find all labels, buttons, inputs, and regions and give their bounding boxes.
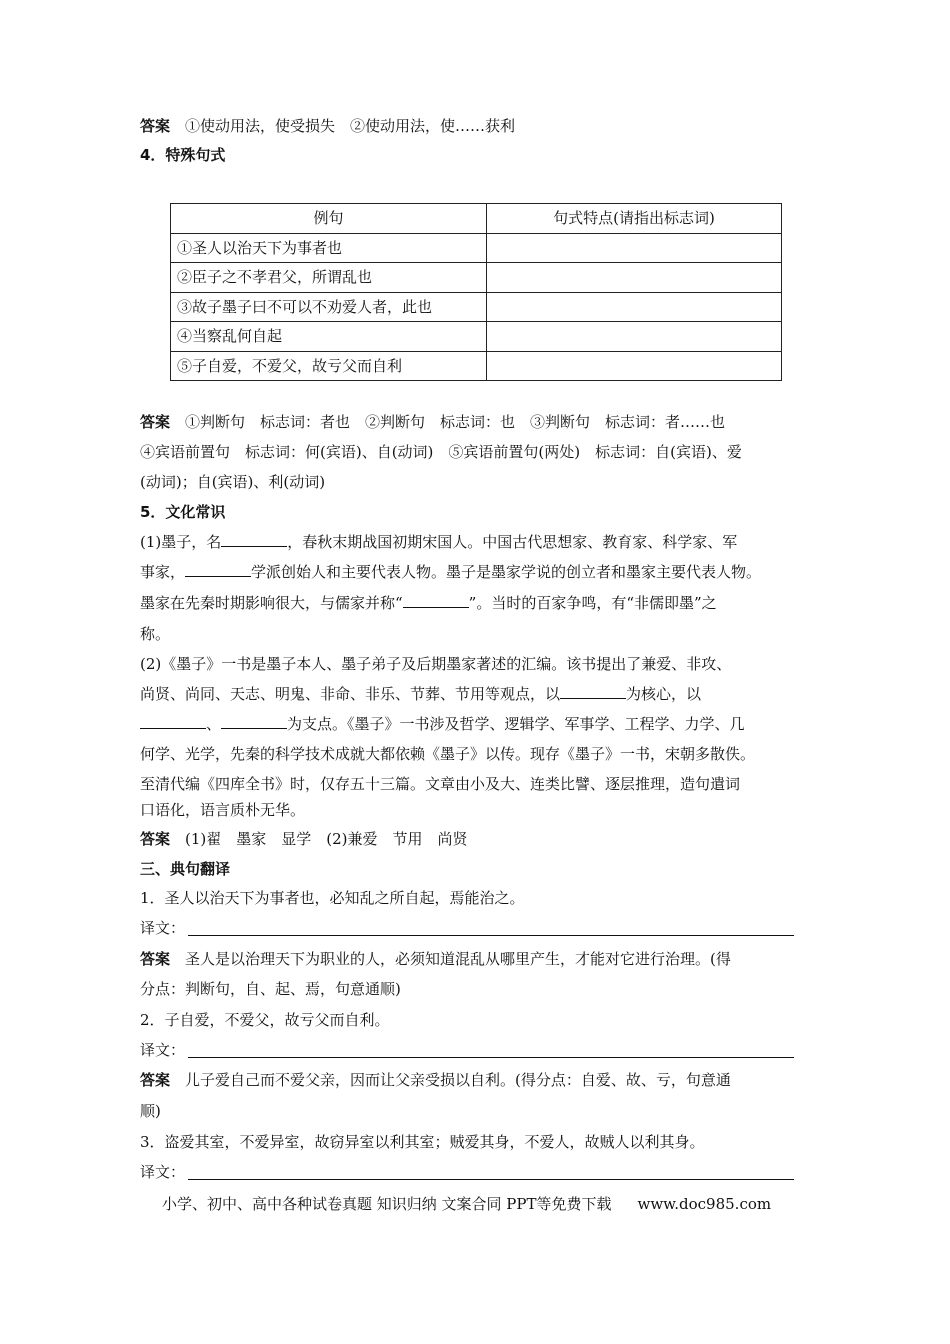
culture-p2-line-6: 口语化，语言质朴无华。 — [140, 801, 306, 819]
culture-p1-line-3: 墨家在先秦时期影响很大，与儒家并称“ ”。当时的百家争鸣，有“非儒即墨”之 — [140, 594, 717, 612]
fill-blank[interactable] — [185, 562, 251, 577]
culture-p2-line-1: (2)《墨子》一书是墨子本人、墨子弟子及后期墨家著述的汇编。该书提出了兼爱、非攻、 — [140, 655, 732, 673]
table-row — [171, 263, 782, 293]
translation-prompt: 译文： — [140, 919, 186, 937]
translation-prompt: 译文： — [140, 1163, 186, 1181]
culture-p1-line-1: (1)墨子，名 ，春秋末期战国初期宋国人。中国古代思想家、教育家、科学家、军 — [140, 533, 738, 551]
table-cell-feature[interactable] — [487, 351, 782, 381]
table-row — [171, 233, 782, 263]
table-cell-sentence: ⑤子自爱，不爱父，故亏父而自利 — [171, 351, 487, 381]
table-cell-sentence: ①圣人以治天下为事者也 — [171, 233, 487, 263]
culture-p1-line-4: 称。 — [140, 625, 171, 643]
answer-label: 答案 — [140, 413, 171, 431]
section-3-title: 三、典句翻译 — [140, 860, 231, 878]
answer-2-line-1: 答案 儿子爱自己而不爱父亲，因而让父亲受损以自利。(得分点：自爱、故、亏，句意通 — [140, 1071, 731, 1089]
answer-syntax-line-2: ④宾语前置句 标志词：何(宾语)、自(动词) ⑤宾语前置句(两处) 标志词：自(宾语)、爱 — [140, 443, 742, 461]
culture-p2-line-3: 、 为支点。《墨子》一书涉及哲学、逻辑学、军事学、工程学、力学、几 — [140, 714, 815, 734]
section-5-title: 5．文化常识 — [140, 503, 226, 521]
answer-line-2[interactable] — [188, 1057, 794, 1058]
answer-2-line-2: 顺) — [140, 1102, 161, 1120]
fill-blank[interactable] — [140, 714, 206, 729]
fill-blank[interactable] — [221, 532, 287, 547]
answer-syntax-line-3: (动词)；自(宾语)、利(动词) — [140, 473, 326, 491]
answer-label: 答案 — [140, 117, 171, 135]
answer-label: 答案 — [140, 1071, 171, 1089]
translation-question-2: 2．子自爱，不爱父，故亏父而自利。 — [140, 1011, 390, 1029]
table-cell-feature[interactable] — [487, 233, 782, 263]
table-header-row — [171, 204, 782, 234]
table-header-feature: 句式特点(请指出标志词) — [487, 204, 782, 234]
answer-1-line-2: 分点：判断句，自、起、焉，句意通顺) — [140, 980, 401, 998]
answer-line-3[interactable] — [188, 1179, 794, 1180]
fill-blank[interactable] — [560, 684, 626, 699]
answer-syntax-line-1: 答案 ①判断句 标志词：者也 ②判断句 标志词：也 ③判断句 标志词：者……也 — [140, 413, 726, 431]
translation-question-3: 3．盗爱其室，不爱异室，故窃异室以利其室；贼爱其身，不爱人，故贼人以利其身。 — [140, 1133, 705, 1151]
culture-p2-line-4: 何学、光学，先秦的科学技术成就大都依赖《墨子》以传。现存《墨子》一书，宋朝多散佚。 — [140, 745, 756, 763]
table-row — [171, 322, 782, 352]
answer-culture: 答案 (1)翟 墨家 显学 (2)兼爱 节用 尚贤 — [140, 830, 468, 848]
table-cell-sentence: ③故子墨子曰不可以不劝爱人者，此也 — [171, 292, 487, 322]
table-row — [171, 351, 782, 381]
table-cell-sentence: ④当察乱何自起 — [171, 322, 487, 352]
table-cell-sentence: ②臣子之不孝君父，所谓乱也 — [171, 263, 487, 293]
fill-blank[interactable] — [403, 593, 469, 608]
culture-p1-line-2: 事家， 学派创始人和主要代表人物。墨子是墨家学说的创立者和墨家主要代表人物。 — [140, 563, 762, 581]
answer-text: ①使动用法，使受损失 ②使动用法，使……获利 — [185, 117, 516, 135]
sentence-pattern-table — [170, 203, 782, 381]
answer-1-line-1: 答案 圣人是以治理天下为职业的人，必须知道混乱从哪里产生，才能对它进行治理。(得 — [140, 950, 731, 968]
answer-line-1[interactable] — [188, 935, 794, 936]
table-cell-feature[interactable] — [487, 263, 782, 293]
answer-label: 答案 — [140, 830, 171, 848]
fill-blank[interactable] — [221, 714, 287, 729]
footer-text: 小学、初中、高中各种试卷真题 知识归纳 文案合同 PPT等免费下载 — [162, 1195, 612, 1213]
translation-question-1: 1．圣人以治天下为事者也，必知乱之所自起，焉能治之。 — [140, 889, 525, 907]
table-row — [171, 292, 782, 322]
table-cell-feature[interactable] — [487, 322, 782, 352]
section-4-title: 4．特殊句式 — [140, 146, 226, 164]
table-cell-feature[interactable] — [487, 292, 782, 322]
answer-label: 答案 — [140, 950, 171, 968]
table-header-example: 例句 — [171, 204, 487, 234]
page-footer — [162, 1193, 771, 1214]
translation-prompt: 译文： — [140, 1041, 186, 1059]
footer-url[interactable]: www.doc985.com — [637, 1195, 772, 1213]
culture-p2-line-2: 尚贤、尚同、天志、明鬼、非命、非乐、节葬、节用等观点，以 为核心，以 — [140, 685, 702, 703]
answer-verb-usage — [140, 116, 815, 136]
culture-p2-line-5: 至清代编《四库全书》时，仅存五十三篇。文章由小及大、连类比譬、逐层推理，造句遣词 — [140, 775, 741, 793]
